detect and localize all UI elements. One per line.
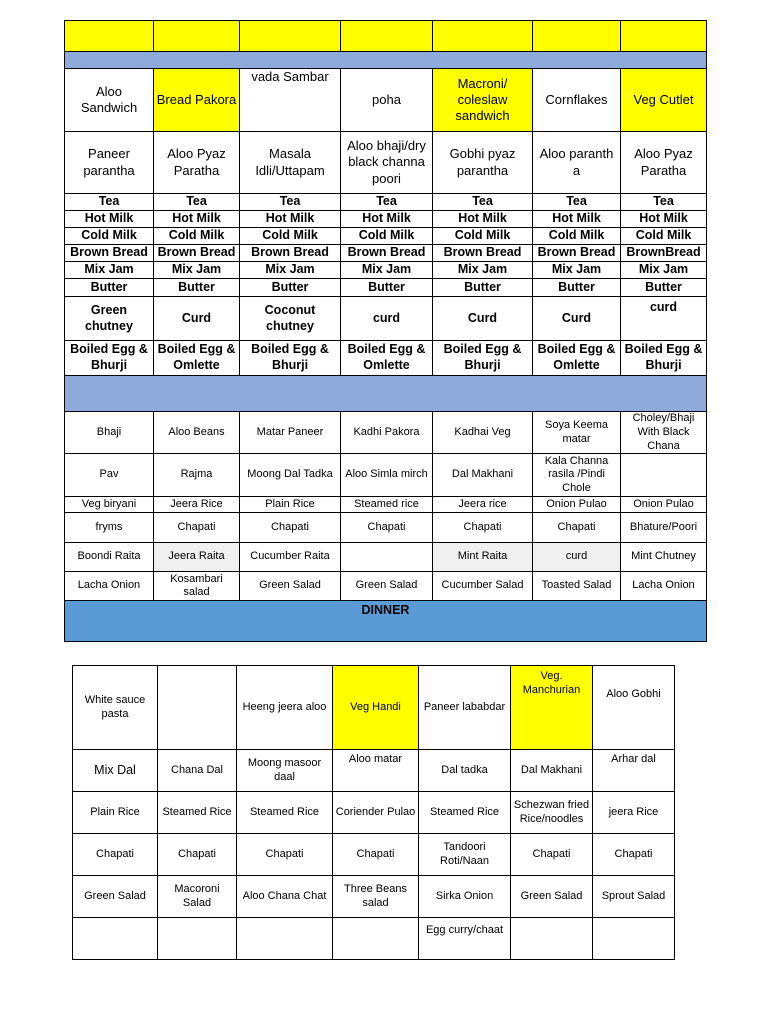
menu-cell: Chapati: [533, 513, 621, 543]
menu-cell: Steamed Rice: [419, 792, 511, 834]
lunch-row: [65, 513, 707, 543]
menu-cell: Tea: [154, 194, 240, 211]
menu-cell: Hot Milk: [65, 211, 154, 228]
menu-cell: Gobhi pyaz parantha: [433, 132, 533, 194]
menu-cell: Steamed Rice: [237, 792, 333, 834]
menu-cell: Cornflakes: [533, 69, 621, 132]
dinner-heading: DINNER: [65, 601, 707, 642]
menu-cell: Plain Rice: [240, 497, 341, 513]
menu-cell: Cold Milk: [65, 228, 154, 245]
menu-cell: Curd: [433, 297, 533, 341]
menu-cell: Three Beans salad: [333, 876, 419, 918]
breakfast-row: [65, 211, 707, 228]
menu-cell: Chapati: [593, 834, 675, 876]
menu-cell: Mint Chutney: [621, 543, 707, 572]
menu-cell: [511, 918, 593, 960]
breakfast-row: [65, 228, 707, 245]
menu-cell: Cold Milk: [533, 228, 621, 245]
menu-cell: Mix Jam: [533, 262, 621, 279]
menu-cell: Onion Pulao: [621, 497, 707, 513]
menu-cell: Rajma: [154, 454, 240, 497]
menu-cell: Aloo Chana Chat: [237, 876, 333, 918]
menu-cell: Chapati: [341, 513, 433, 543]
menu-cell: Chapati: [333, 834, 419, 876]
menu-cell: Chana Dal: [158, 750, 237, 792]
menu-cell: Dal tadka: [419, 750, 511, 792]
lunch-row: [65, 412, 707, 454]
menu-cell: Veg. Manchurian: [511, 666, 593, 750]
menu-cell: Coriender Pulao: [333, 792, 419, 834]
menu-cell: [158, 666, 237, 750]
menu-cell: curd: [533, 543, 621, 572]
menu-cell: Boiled Egg & Bhurji: [433, 341, 533, 376]
menu-cell: Mix Jam: [621, 262, 707, 279]
dinner-row: [73, 792, 675, 834]
menu-cell: Butter: [621, 279, 707, 297]
menu-cell: Tea: [240, 194, 341, 211]
menu-cell: Brown Bread: [341, 245, 433, 262]
menu-cell: Tea: [65, 194, 154, 211]
menu-cell: [73, 918, 158, 960]
menu-cell: Aloo Pyaz Paratha: [621, 132, 707, 194]
dinner-row: [73, 876, 675, 918]
menu-cell: Chapati: [73, 834, 158, 876]
menu-cell: Aloo Simla mirch: [341, 454, 433, 497]
menu-cell: Kosambari salad: [154, 572, 240, 601]
header-cell: [240, 21, 341, 52]
lunch-band: [65, 376, 707, 412]
menu-cell: Heeng jeera aloo: [237, 666, 333, 750]
dinner-menu-table: [72, 665, 675, 960]
menu-cell: Sprout Salad: [593, 876, 675, 918]
menu-cell: Aloo matar: [333, 750, 419, 792]
menu-cell: Brown Bread: [65, 245, 154, 262]
header-cell: [433, 21, 533, 52]
header-cell: [533, 21, 621, 52]
menu-cell: Macoroni Salad: [158, 876, 237, 918]
menu-cell: Egg curry/chaat: [419, 918, 511, 960]
lunch-row: [65, 543, 707, 572]
menu-cell: [237, 918, 333, 960]
lunch-row: [65, 572, 707, 601]
menu-cell: Mix Jam: [433, 262, 533, 279]
header-cell: [154, 21, 240, 52]
menu-cell: Chapati: [433, 513, 533, 543]
lunch-row: [65, 454, 707, 497]
dinner-row: [73, 834, 675, 876]
menu-cell: Jeera Raita: [154, 543, 240, 572]
menu-cell: Cucumber Raita: [240, 543, 341, 572]
menu-cell: Boiled Egg & Bhurji: [621, 341, 707, 376]
menu-cell: Arhar dal: [593, 750, 675, 792]
section-band: [65, 376, 707, 412]
menu-cell: Bread Pakora: [154, 69, 240, 132]
menu-cell: Butter: [65, 279, 154, 297]
menu-cell: Boiled Egg & Bhurji: [240, 341, 341, 376]
header-cell: [65, 21, 154, 52]
menu-cell: White sauce pasta: [73, 666, 158, 750]
header-row: [65, 21, 707, 52]
menu-cell: Chapati: [511, 834, 593, 876]
menu-cell: Aloo Gobhi: [593, 666, 675, 750]
menu-cell: Masala Idli/Uttapam: [240, 132, 341, 194]
menu-cell: Brown Bread: [433, 245, 533, 262]
menu-cell: Dal Makhani: [433, 454, 533, 497]
menu-cell: Chapati: [158, 834, 237, 876]
menu-cell: Boiled Egg & Omlette: [341, 341, 433, 376]
menu-cell: Hot Milk: [154, 211, 240, 228]
menu-cell: curd: [621, 297, 707, 341]
menu-cell: Dal Makhani: [511, 750, 593, 792]
menu-cell: Tea: [433, 194, 533, 211]
menu-cell: Jeera Rice: [154, 497, 240, 513]
menu-cell: Hot Milk: [341, 211, 433, 228]
menu-cell: Green Salad: [240, 572, 341, 601]
menu-cell: Boiled Egg & Omlette: [154, 341, 240, 376]
menu-cell: Boiled Egg & Bhurji: [65, 341, 154, 376]
header-cell: [621, 21, 707, 52]
menu-cell: Kadhai Veg: [433, 412, 533, 454]
menu-cell: [341, 543, 433, 572]
menu-cell: Mix Jam: [341, 262, 433, 279]
menu-cell: Mix Jam: [154, 262, 240, 279]
menu-cell: Paneer parantha: [65, 132, 154, 194]
menu-cell: Mint Raita: [433, 543, 533, 572]
menu-cell: Choley/Bhaji With Black Chana: [621, 412, 707, 454]
menu-cell: Pav: [65, 454, 154, 497]
menu-cell: Hot Milk: [621, 211, 707, 228]
menu-cell: Tea: [341, 194, 433, 211]
menu-cell: Macroni/ coleslaw sandwich: [433, 69, 533, 132]
menu-cell: Brown Bread: [533, 245, 621, 262]
menu-cell: Curd: [533, 297, 621, 341]
menu-cell: Plain Rice: [73, 792, 158, 834]
menu-cell: fryms: [65, 513, 154, 543]
menu-cell: Boondi Raita: [65, 543, 154, 572]
menu-cell: Onion Pulao: [533, 497, 621, 513]
menu-cell: [621, 454, 707, 497]
menu-cell: Lacha Onion: [65, 572, 154, 601]
menu-cell: Butter: [533, 279, 621, 297]
menu-cell: Hot Milk: [533, 211, 621, 228]
menu-cell: Lacha Onion: [621, 572, 707, 601]
dinner-row: [73, 918, 675, 960]
menu-cell: Kadhi Pakora: [341, 412, 433, 454]
menu-cell: Soya Keema matar: [533, 412, 621, 454]
menu-cell: Aloo paranth a: [533, 132, 621, 194]
menu-cell: Curd: [154, 297, 240, 341]
breakfast-row: [65, 341, 707, 376]
menu-cell: Chapati: [154, 513, 240, 543]
dinner-row: [73, 750, 675, 792]
menu-cell: Aloo bhaji/dry black channa poori: [341, 132, 433, 194]
menu-cell: [593, 918, 675, 960]
menu-cell: Brown Bread: [154, 245, 240, 262]
section-band: [65, 52, 707, 69]
menu-cell: Cold Milk: [341, 228, 433, 245]
menu-cell: Butter: [341, 279, 433, 297]
breakfast-row: [65, 279, 707, 297]
menu-cell: Toasted Salad: [533, 572, 621, 601]
menu-cell: [333, 918, 419, 960]
menu-cell: Cold Milk: [433, 228, 533, 245]
menu-cell: jeera Rice: [593, 792, 675, 834]
menu-cell: Steamed rice: [341, 497, 433, 513]
menu-cell: Tea: [621, 194, 707, 211]
menu-cell: Green chutney: [65, 297, 154, 341]
menu-cell: Coconut chutney: [240, 297, 341, 341]
menu-cell: Mix Dal: [73, 750, 158, 792]
dinner-band: [65, 601, 707, 642]
menu-cell: Cold Milk: [240, 228, 341, 245]
menu-cell: Tandoori Roti/Naan: [419, 834, 511, 876]
menu-cell: Aloo Sandwich: [65, 69, 154, 132]
menu-cell: Chapati: [240, 513, 341, 543]
menu-cell: Green Salad: [511, 876, 593, 918]
menu-cell: Moong masoor daal: [237, 750, 333, 792]
dinner-row: [73, 666, 675, 750]
menu-cell: Butter: [154, 279, 240, 297]
menu-cell: Matar Paneer: [240, 412, 341, 454]
menu-cell: Mix Jam: [65, 262, 154, 279]
menu-cell: Cold Milk: [154, 228, 240, 245]
menu-cell: Bhaji: [65, 412, 154, 454]
menu-cell: Cucumber Salad: [433, 572, 533, 601]
menu-cell: Kala Channa rasila /Pindi Chole: [533, 454, 621, 497]
menu-cell: Mix Jam: [240, 262, 341, 279]
menu-cell: Butter: [240, 279, 341, 297]
breakfast-band: [65, 52, 707, 69]
breakfast-row: [65, 132, 707, 194]
menu-cell: Chapati: [237, 834, 333, 876]
menu-cell: poha: [341, 69, 433, 132]
menu-cell: Schezwan fried Rice/noodles: [511, 792, 593, 834]
breakfast-row: [65, 245, 707, 262]
menu-cell: Hot Milk: [433, 211, 533, 228]
menu-cell: Veg Handi: [333, 666, 419, 750]
header-cell: [341, 21, 433, 52]
menu-cell: Cold Milk: [621, 228, 707, 245]
menu-cell: Sirka Onion: [419, 876, 511, 918]
menu-cell: Brown Bread: [240, 245, 341, 262]
menu-cell: Veg biryani: [65, 497, 154, 513]
menu-cell: vada Sambar: [240, 69, 341, 132]
menu-cell: Butter: [433, 279, 533, 297]
menu-cell: Steamed Rice: [158, 792, 237, 834]
breakfast-row: [65, 194, 707, 211]
menu-cell: Moong Dal Tadka: [240, 454, 341, 497]
menu-cell: Hot Milk: [240, 211, 341, 228]
menu-cell: Tea: [533, 194, 621, 211]
menu-cell: Aloo Pyaz Paratha: [154, 132, 240, 194]
menu-cell: BrownBread: [621, 245, 707, 262]
breakfast-row: [65, 69, 707, 132]
menu-cell: [158, 918, 237, 960]
menu-cell: Aloo Beans: [154, 412, 240, 454]
breakfast-lunch-menu-table: [64, 20, 707, 642]
menu-cell: curd: [341, 297, 433, 341]
menu-cell: Boiled Egg & Omlette: [533, 341, 621, 376]
lunch-row: [65, 497, 707, 513]
menu-cell: Paneer lababdar: [419, 666, 511, 750]
menu-cell: Jeera rice: [433, 497, 533, 513]
breakfast-row: [65, 297, 707, 341]
menu-cell: Green Salad: [73, 876, 158, 918]
menu-cell: Bhature/Poori: [621, 513, 707, 543]
breakfast-row: [65, 262, 707, 279]
menu-cell: Green Salad: [341, 572, 433, 601]
menu-cell: Veg Cutlet: [621, 69, 707, 132]
